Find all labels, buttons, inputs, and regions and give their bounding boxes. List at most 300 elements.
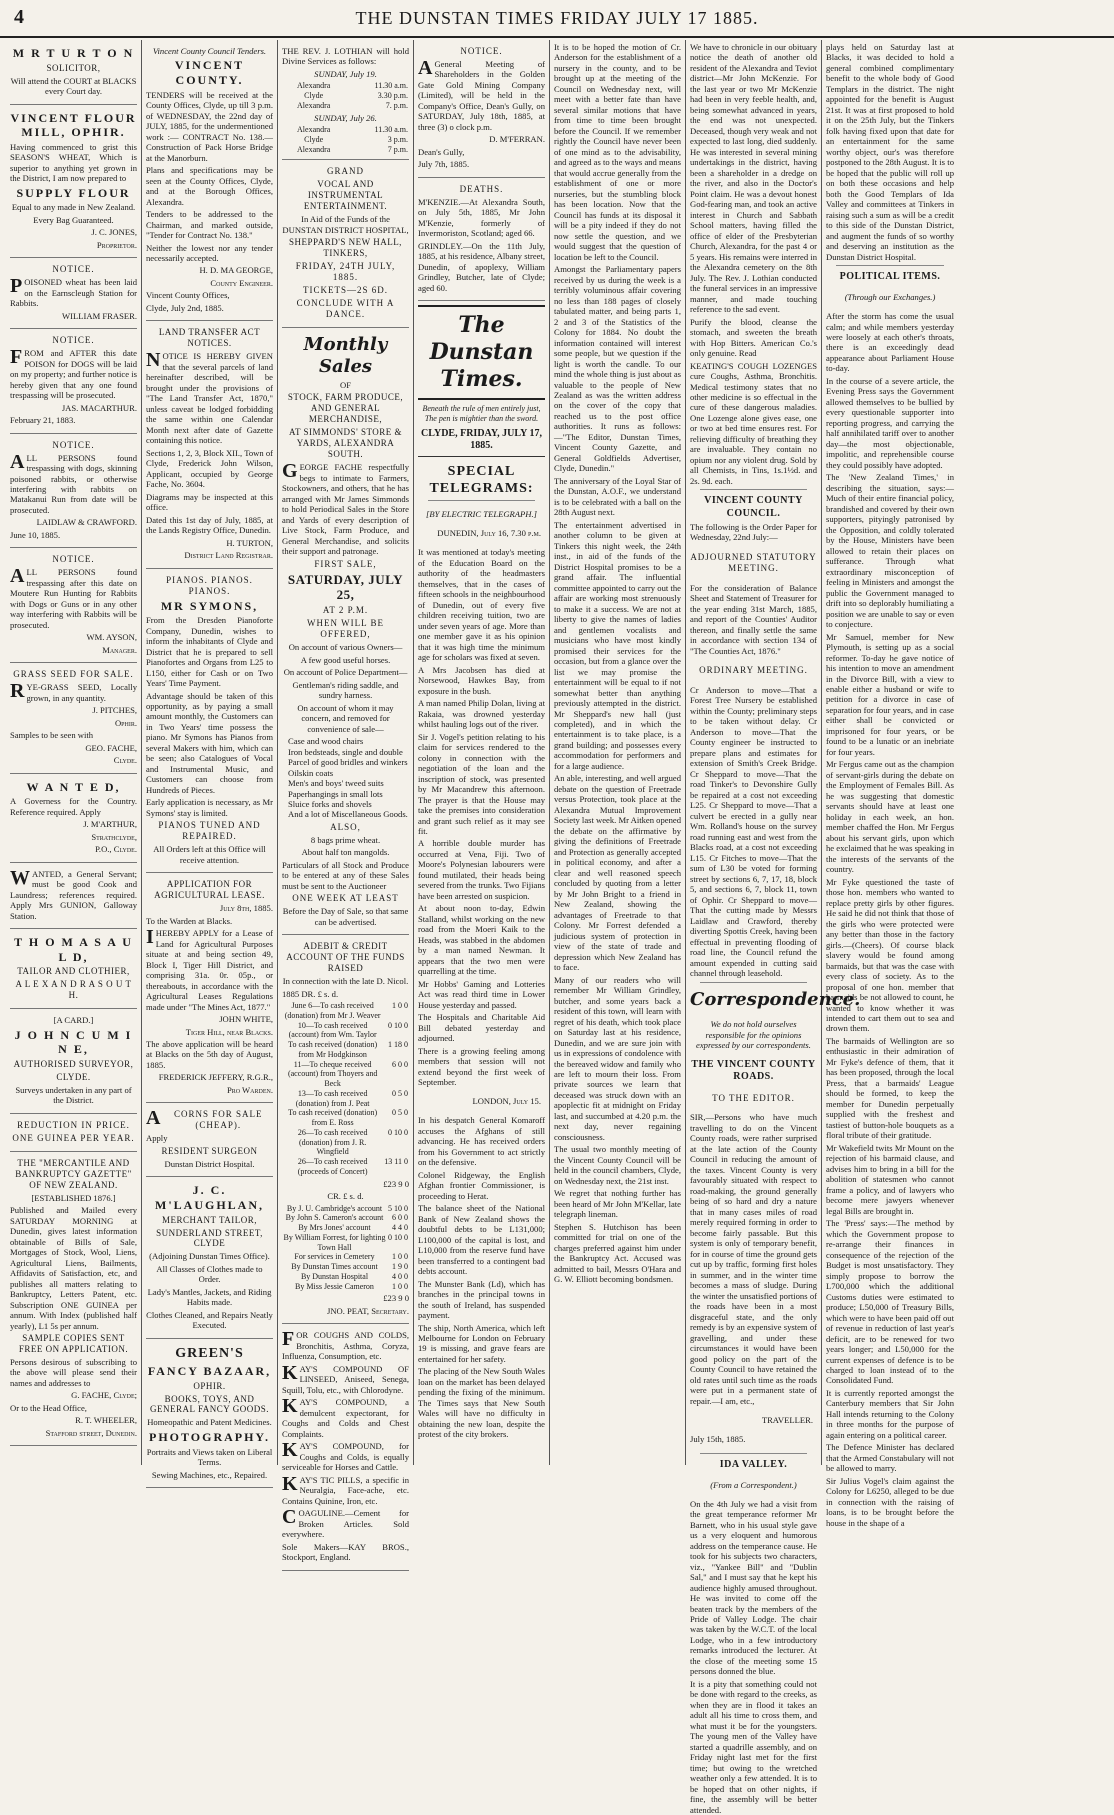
item: 13—To cash received (donation) from J. Peat [295,1088,370,1108]
notice-2-head: NOTICE. [52,335,95,346]
council-sig2: County Engineer. [210,277,273,288]
political-p7: The barmaids of Wellington are so enthusiastic in their admiration of Mr Fyke's defence of them, that it has been proposed, through the local Press, that a barmaids' League should be formed, to keep the member for Dunedin perpetually supplied with the freshest and tastiest of button-hole bouquets as a floral tribute of their gratitude. [826,1035,954,1141]
services-title: THE REV. J. LOTHIAN will hold Divine Services as follows: [282,46,409,67]
column-1 [6,40,142,1465]
column-3 [278,40,414,1563]
item: For services in Cemetery [294,1252,375,1262]
land-transfer-ad [146,321,273,568]
table-row [282,101,409,111]
amount: 6 0 0 [392,1059,408,1069]
grass-text2: Samples to be seen with [10,730,94,741]
table-row [282,1021,409,1041]
council-order-sub: ADJOURNED STATUTORY MEETING. [690,551,817,573]
place: Clyde [304,134,324,144]
acorns-sig2: Dunstan District Hospital. [164,1158,255,1169]
council-order-p2: For the consideration of Balance Sheet and Statement of Treasurer for the year ending 31st March, 1885, and report of the Counties' Auditor thereon, and finally settle the same in accordance with section 134 of "The Counties Act, 1876." [690,582,817,656]
mill-text2: Equal to any made in New Zealand. [11,202,136,213]
sales-title: STOCK, FARM PRODUCE, AND GENERAL MERCHANDISE, [287,392,404,425]
kays-text1: FOR COUGHS AND COLDS, Bronchitis, Asthma, Coryza, Influenza, Consumption, etc. [282,1328,409,1362]
deaths-notice [418,178,545,301]
services-day2: SUNDAY, July 26. [314,112,377,123]
item: June 6—To cash received (donation) from Mr J. Weaver [284,1001,381,1020]
notice-4-head: NOTICE. [52,554,95,565]
mill-text: Having commenced to grist this SEASON'S WHEAT, Which is superior to anything yet grown in the District, I am now prepared to [10,141,137,184]
table-row [282,1223,409,1233]
acorns-apply: Apply [146,1133,168,1144]
pianos-text4: All Orders left at this Office will receive attention. [153,844,266,865]
kays-text3: KAY'S COMPOUND, a demulcent expectorant, for Coughs and Colds and Chest Complaints. [282,1395,409,1439]
political-p2: In the course of a severe article, the Evening Press says the Government allowed themselves to be bullied by every questionable supporter into reporting progress, and carrying the half annihilated tariff over to another day—the most objectionable, impolitic, and reprehensible course they could possibly have adopted. [826,375,954,470]
table-row [282,1272,409,1282]
council-order-head: VINCENT COUNTY COUNCIL. [704,495,803,519]
account-cr-table [282,1204,409,1292]
land-text3: Diagrams may be inspected at this office. [146,491,273,513]
sales-lots-list [282,736,409,820]
mclaughlan-text4: Clothes Cleaned, and Repairs Neatly Executed. [146,1309,273,1331]
telegram-p15: The placing of the New South Wales loan on the market has been delayed pending the fixing of the minimum. The Times says that New South Wales will have no difficulty in obtaining the new loan, despite the protest of the city brokers. [418,1366,545,1440]
mclaughlan-text3: Lady's Mantles, Jackets, and Riding Habits made. [147,1286,272,1308]
table-row [282,1282,409,1292]
pianos-text3: Early application is necessary, as Mr Symons' stay is limited. [146,797,273,818]
political-p3: The 'New Zealand Times,' in describing the situation, says:—Much of their entire financial policy, brandished and covered by their own supporters, pityingly patronised by the Opposition, and coldly tolerated by the House, Ministers have been allowed to retain their places on sufferance. Through what extraordinary misconception of feeling in Ministers and amongst the public the Government managed to drift into so deplorably humiliating a position we are unable to say or even to conjecture. [826,472,954,630]
telegram-p14: The ship, North America, which left Melbourne for London on February 19 is missing, and grave fears are entertained for her safety. [418,1322,545,1364]
political-p10: It is currently reported amongst the Canterbury members that Sir John Hall intends returning to the Colony in three months for the purpose of again entering on a political career. [826,1387,954,1440]
table-row [282,1213,409,1223]
account-ad [282,935,409,1324]
notice-2-date: February 21, 1883. [10,415,76,426]
notice-1-head: NOTICE. [52,264,95,275]
greens-text4: Sewing Machines, etc., Repaired. [151,1469,268,1480]
concert-text: In Aid of the Funds of the DUNSTAN DISTRICT HOSPITAL, [282,214,409,235]
political-p9: The 'Press' says:—The method by which the Government propose to re-arrange their finances in consequence of the rejection of the Budget is most unsatisfactory. They simply propose to borrow the L700,000 which the additional Customs duties were estimated to produce; L50,000 of Treasury Bills, which were to have been paid off out of revenue in reduction of last year's deficit, are to be renewed for two years longer; and L50,000 for the current expenses of defence is to be charged to loan instead of to the Consolidated Fund. [826,1218,954,1386]
table-row [282,125,409,135]
land-text: NOTICE IS HEREBY GIVEN that the several parcels of land hereinafter described, will be brought under the provisions of "The Land Transfer Act, 1870," unless caveat be lodged forbidding the same within one Calendar Month next after date of Gazette containing this notice. [146,349,273,446]
article-p5: An able, interesting, and well argued debate on the question of Freetrade versus Protection, took place at the Alexandra Mutual Improvement Society last week. Mr Aitken opened the debate on the affirmative by giving the definitions of Freetrade and Protection as generally accepted in political economy, and after a clear and well reasoned speech concluded by quoting from a letter by Mr John Bright to a friend in New Zealand, showing the advantages of Freetrade to that Colony. Mr Forrest defended a judicious system of protection in view of the state of trade and depression which New Zealand has to face. [554,773,681,973]
kays-text2: KAY'S COMPOUND OF LINSEED, Aniseed, Senega, Squill, Tolu, etc., with Chlorodyne. [282,1361,409,1395]
place: Alexandra [297,81,331,91]
pianos-text2: Advantage should be taken of this opportunity, as by paying a small amount monthly, the Customers can in Two Years' time possess the piano. Mr Symons has Pianos from several Makers with him, which can be seen; also Catalogues of Vocal and Instrumental Music, and Customers can choose from Hundreds of Pieces. [146,690,273,795]
political-p11: The Defence Minister has declared that the Armed Constabulary will not be allowed to marry. [826,1442,954,1474]
telegram-p12: The balance sheet of the National Bank of New Zealand shows the doubtful debts to be L131,000; L100,000 of the capital is lost, and L10,000 from the reserve fund have been transferred to a contingent bad debts account. [418,1203,545,1277]
gazette-sample: SAMPLE COPIES SENT FREE ON APPLICATION. [18,1333,129,1354]
item: 11—To cheque received (account) from Thoyers and Beck [287,1059,378,1089]
reduction-text: ONE GUINEA PER YEAR. [12,1132,135,1143]
concert-title: VOCAL AND INSTRUMENTAL ENTERTAINMENT. [303,179,388,212]
telegrams-by: [BY ELECTRIC TELEGRAPH.] [425,509,537,520]
amount: 0 5 0 [392,1088,408,1098]
lease-sig: JOHN WHITE, [219,1014,273,1025]
notice-3-text: ALL PERSONS found trespassing with dogs, skinning poisoned rabbits, or otherwise interfering with rabbits on Matakanui Run from date will be prosecuted. [10,450,137,515]
notice-2-sig: JAS. MACARTHUR. [61,402,137,413]
list-item: Sluice forks and shovels [288,799,372,809]
auld-title: T H O M A S A U L D, [14,935,133,964]
political-p1: After the storm has come the usual calm; and while members yesterday were loosely at each other's throats, there is an exceedingly dead appearance about Parliament House to-day. [826,311,954,374]
auld-ad [10,929,137,1009]
mclaughlan-text2: All Classes of Clothes made to Order. [156,1263,263,1285]
concert-venue: SHEPPARD'S NEW HALL, TINKERS, [289,237,402,259]
mill-title: VINCENT FLOUR MILL, OPHIR. [10,110,137,140]
political-items-sub: (Through our Exchanges.) [844,291,936,302]
dateline: CLYDE, FRIDAY, JULY 17, 1885. [418,425,545,456]
table-row [282,1262,409,1272]
time: 7 p.m. [387,144,408,154]
gazette-text: Published and Mailed every SATURDAY MORNING at Dunedin, gives latest information obtainable of Bills of Sale, Mortgages of Stock, Wool, Liens, Agricultural Liens, Bailments, Affidavits of Satisfaction, etc, and publishes all matters relating to Bankruptcy, Letters Patent, etc. Subscription ONE GUINEA per annum. With Index (published half yearly), L1 5s per annum. [10,1205,137,1331]
item: By William Forrest, for lighting Town Hall [283,1232,386,1252]
concert-foot: CONCLUDE WITH A DANCE. [296,298,395,320]
table-row [282,1204,409,1214]
wanted-servant-ad [10,863,137,929]
notice-4-text: ALL PERSONS found trespassing after this date on Moutere Run Hunting for Rabbits with Dogs or Guns or in any other way interfering with Rabbits will be prosecuted. [10,565,137,630]
mclaughlan-text: (Adjoining Dunstan Times Office). [149,1251,270,1262]
mclaughlan-addr: SUNDERLAND STREET, CLYDE [156,1227,263,1249]
kays-ad [282,1324,409,1570]
gazette-ad [10,1152,137,1447]
telegrams-d1: DUNEDIN, July 16, 7.30 p.m. [437,528,541,539]
telegram-p2: A Mrs Jacobsen has died at Norsewood, Hawkes Bay, from exposure in the bush. [418,664,545,696]
telegram-p8: The Hospitals and Charitable Aid Bill debated yesterday and adjourned. [418,1012,545,1044]
divider [700,1453,807,1454]
lease-text2: The above application will be heard at Blacks on the 5th day of August, 1885. [146,1038,273,1070]
wanted-1-sig2: Strathclyde, [91,831,137,842]
item: 26—To cash received (donation) from J. R. Wingfield [297,1127,368,1157]
mill-sig: J. C. JONES, [91,227,137,238]
ida-valley-p1: On the 4th July we had a visit from the great temperance reformer Mr Barnett, who in his usual style gave us a very eloquent and humorous address on the temperance cause. He took for his subjects two characters, viz., "Yankee Bill" and "Dublin Sal," and I must say that he kept his audience highly amused throughout. He was invited to come off the beaten track by the members of the Pride of Valley Lodge. The chair was taken by the W.C.T. of the local Lodge, who in a few introductory remarks introduced the lecturer. At the close of the meeting some 15 persons donned the blue. [690,1498,817,1677]
article-p6: Many of our readers who will remember Mr William Grindley, butcher, and some years back a resident of this town, will learn with regret of his death, which took place on Saturday last at his residence, Dunedin, and we are sure join with us in expressions of condolence with the bereaved widow and family who are left to mourn their loss. From private sources we learn that deceased was struck down with an apoplectic fit at midnight on Friday last, and succumbed at 4.20 p.m. the next day, never regaining consciousness. [554,974,681,1142]
article-p2: Amongst the Parliamentary papers received by us during the week is a terribly voluminous affair covering no less than 188 pages of closely tabulated matter, and being parts 1, 2 and 3 of the Statistics of the Colony for 1884. No doubt the information contained will interest some people, but we question if the light is worth the candle. To our mind the whole thing is just about as valuable to the people of New Zealand as was the written address on the cover of the copy that reached us to the post office authorities. It runs as follows:—"The Editor, Dunstan Times, Vincent County Gazette, and General Goldfields Advertiser, Clyde, Dunedin." [554,264,681,474]
amount: 0 10 0 [388,1232,408,1242]
grass-sig: J. PITCHES, [92,705,137,716]
council-head: Vincent County Council Tenders. [152,46,267,56]
lease-ad [146,873,273,1103]
council-text2: Plans and specifications may be seen at the County Offices, Clyde, and at the Borough Offices, Alexandra. [146,165,273,207]
lease-sig4: Pro Warden. [226,1084,273,1095]
amount: 5 10 0 [388,1203,408,1213]
article-p3: KEATING'S COUGH LOZENGES cure Coughs, Asthma, Bronchitis. Medical testimony states that no other medicine is so effectual in the cure of these dangerous maladies. One Lozenge alone gives ease, one or two at bed time ensures rest. For relieving difficulty of breathing they are invaluable. They contain no opium nor any violent drug. Sold by all Chemists, in Tins, 1s.1½d. and 2s. 9d. each. [690,360,817,486]
telegram-p6: At about noon to-day, Edwin Stalland, whilst working on the new road from the Moeri Kaik to the Heads, was stabbed in the abdomen by a man named Newman. It appears that the two men were quarrelling at the time. [418,903,545,977]
article-p8: We regret that nothing further has been heard of Mr John M'Kellar, late telegraph lineman. [554,1188,681,1220]
table-row [282,1108,409,1128]
list-item: Parcel of good bridles and winkers [288,757,408,768]
cumine-text: Surveys undertaken in any part of the District. [15,1084,132,1106]
turton-text: Will attend the COURT at BLACKS every Court day. [10,75,137,97]
notice-3-date: June 10, 1885. [10,529,61,540]
time: 7. p.m. [385,100,408,110]
political-p12: Sir Julius Vogel's claim against the Colony for L6250, alleged to be due in connection with the raising of loans, is to be brought before the house in the shape of a [826,1475,954,1528]
grass-head: GRASS SEED FOR SALE. [13,669,134,680]
sales-venue: AT SIMMONDS' STORE & YARDS, ALEXANDRA SOUTH. [288,427,403,460]
article-p1: It is to be hoped the motion of Cr. Anderson for the establishment of a nursery in the county, and to be brought up at the meeting of the Council on Wednesday next, will meet with a better fate than have several similar motions that have from time to time been brought before the Council. If we remember rightly the Council have never been of one mind as to the advisability, and agreed as to the ways and means that would accrue generally from the establishment of one or more nurseries, but the stumbling block has been location. Now that the Council has funds at its disposal it will be a pity indeed if they do not now settle the question, and we would suggest that the question of location be left to the Council. [554,42,681,262]
sales-lot3: 8 bags prime wheat. [310,834,381,845]
table-row [282,135,409,145]
amount: 4 4 0 [392,1223,408,1233]
political-items-head: POLITICAL ITEMS. [839,271,941,283]
mining-head: NOTICE. [460,46,503,56]
account-title: ADEBIT & CREDIT ACCOUNT OF THE FUNDS RAISED [286,941,405,974]
services-day1: SUNDAY, July 19. [314,68,377,79]
item: By John S. Cameron's account [285,1213,384,1223]
land-text4: Dated this 1st day of July, 1885, at the Lands Registry Office, Dunedin. [146,514,273,536]
greens-place: OPHIR. [193,1380,226,1391]
place: Alexandra [297,100,331,110]
amount: 13 11 0 [384,1157,408,1167]
correspondence-note: We do not hold ourselves responsible for the opinions expressed by our correspondents. [696,1019,811,1051]
sales-text: GEORGE FACHE respectfully begs to intimate to Farmers, Stockowners, and others, that he has arranged with Mr James Simmonds to hold Periodical Sales in the Store and Yards of every description of Live Stock, Farm Produce, and General Merchandise, and solicits their support and patronage. [282,460,409,557]
council-foot: Vincent County Offices, [146,290,230,301]
correspondence-p1: SIR,—Persons who have much travelling to do on the Vincent County roads, were rather surprised at the late action of the County Council in reducing the amount of the taxes. Vincent County is very favourably situated with respect to road-making, the ground generally being of so hard and dry a nature that in many cases miles of road merely required forming in order to become fairly passable. But this system is only of temporary benefit, for in course of time the ground gets cut up by traffic, forming first holes in summer, and in the winter time becomes a mass of sludge. During the winter the unsatisfied portions of the roads have been in a most disgraceful state, and the only remedy is by an expensive system of gravelling, and under these circumstances it would have been good policy on the part of the County Council to have retained the old rates until such time as the roads were put in a permanent state of repair.—I am, etc., [690,1112,817,1406]
place: Alexandra [297,125,331,135]
item: To cash received (donation) from Mr Hodgkinson [288,1040,378,1059]
item: 26—To cash received (proceeds of Concert) [297,1157,368,1176]
notice-2-text: FROM and AFTER this date POISON for DOGS will be laid on my property; and further notice is hereby given that any one found trespassing will be prosecuted. [10,346,137,401]
concert-ad [282,160,409,328]
telegram-p11: Colonel Ridgeway, the English Afghan frontier Commissioner, is proceeding to Herat. [418,1169,545,1201]
lease-sig3: FREDERICK JEFFERY, R.G.R., [158,1072,273,1083]
turton-title: M R T U R T O N [12,46,135,60]
notice-1-text: POISONED wheat has been laid on the Earnscleugh Station for Rabbits. [10,275,137,309]
mining-sig: D. M'FERRAN. [489,134,545,145]
grass-sig2: Ophir. [114,717,137,728]
table-row [282,1157,409,1177]
cumine-title: J O H N C U M I N E, [14,1027,133,1057]
greens-photo: PHOTOGRAPHY. [148,1429,270,1444]
place: Alexandra [297,144,331,154]
motto-line-1: Beneath the rule of men entirely just, [422,403,541,413]
correspondence-head: Correspondence. [690,988,861,1010]
account-total-dr: £23 9 0 [383,1178,409,1189]
divider [428,500,535,501]
column-6 [686,40,861,1815]
notice-1-sig: WILLIAM FRASER. [62,310,137,321]
mill-text3: Every Bag Guaranteed. [33,214,114,225]
article-p7: The usual two monthly meeting of the Vincent County Council will be held in the council chambers, Clyde, on Wednesday next, the 21st inst. [554,1144,681,1186]
place: Clyde [304,91,324,101]
correspondence-date: July 15th, 1885. [690,1433,746,1444]
auld-sub: TAILOR AND CLOTHIER, [17,966,130,977]
notice-3-sig: LAIDLAW & CRAWFORD. [36,517,137,528]
time: 3 p.m. [387,134,408,144]
amount: 6 0 0 [392,1213,408,1223]
sales-lot4: About half ton mangolds. [301,847,390,858]
council-sig: H. D. MA GEORGE, [199,265,273,276]
ida-valley-from: (From a Correspondent.) [710,1479,797,1490]
sales-lot2: Gentleman's riding saddle, and sundry harness. [292,679,399,701]
council-tender-ad [146,40,273,321]
mill-supply: SUPPLY FLOUR [16,185,131,200]
account-head-cr: CR. £ s. d. [327,1191,364,1202]
grass-sig3: GEO. FACHE, [85,742,137,753]
mill-sig2: Proprietor. [96,239,137,250]
nameplate-title: The Dunstan Times. [429,312,534,392]
table-row [282,91,409,101]
lease-text: IHEREBY APPLY for a Lease of Land for Agricultural Purposes situate at and being section 49, Block I, Tiger Hill District, and comprising 31a. 0r. 05p., or thereabouts, in accordance with the Agricultural Leases Regulations made under "The Mines Act, 1877." [146,926,273,1012]
wanted-1-head: W A N T E D, [26,779,121,794]
account-sub: In connection with the late D. Nicol. [282,976,409,987]
telegram-p3: A man named Philip Dolan, living at Rakaia, was drowned yesterday whilst hauling logs out of the river. [418,698,545,730]
amount: 1 0 0 [392,1281,408,1291]
grass-text: RYE-GRASS SEED, Locally grown, in any quantity. [10,680,137,703]
sales-week: ONE WEEK AT LEAST [292,893,399,904]
table-row [282,145,409,155]
sales-text2: WHEN WILL BE OFFERED, [307,618,384,640]
land-head: LAND TRANSFER ACT NOTICES. [158,327,261,349]
notice-2 [10,329,137,433]
masthead-title: THE DUNSTAN TIMES FRIDAY JULY 17 1885. [355,7,759,28]
pianos-title: MR SYMONS, [160,598,259,613]
sales-text4: On account of Police Department— [283,667,408,678]
political-p6: Mr Fyke questioned the taste of those hon. members who wanted to replace pretty girls by other figures. He said he did not think that those of the girls who were protected were any better than those in the factory girls.—(Cheers). Of course black slavery would be found among barmaids, but that was the case with every class of society. As to the proposal of one hon. member that barmaids be not allowed to count, he wanted to know whether it was intended to cart them out to sea and drown them. [826,876,954,1034]
telegram-p9: There is a growing feeling among members that session will not extend beyond the first week of September. [418,1045,545,1088]
divider [700,982,807,983]
telegram-p1: It was mentioned at today's meeting of the Education Board on the authority of the headmasters themselves, that in the cases of fifteen schools in the neighbourhood of Dunedin, out of every five children receiving tuition, two are under seven years of age. More than one member gave it as his opinion that it was high time the minimum age for scholars was fixed at seven. [418,547,545,663]
masthead [0,0,1114,38]
acorns-text: ACORNS FOR SALE (CHEAP). [146,1107,263,1131]
wanted-1-sig: J. M'ARTHUR, [83,819,137,830]
greens-sub: FANCY BAZAAR, [147,1363,272,1378]
mclaughlan-sub: MERCHANT TAILOR, [162,1214,257,1225]
mclaughlan-title: J. C. M'LAUGHLAN, [155,1183,264,1212]
amount: 1 18 0 [388,1040,408,1050]
services-table-2 [282,125,409,154]
table-row [282,1060,409,1089]
account-total-cr: £23 9 0 [383,1293,409,1304]
amount: 1 0 0 [392,1252,408,1262]
mill-ad [10,105,137,259]
column-2 [142,40,278,1480]
concert-date: FRIDAY, 24TH JULY, 1885. [295,261,396,283]
amount: 4 0 0 [392,1271,408,1281]
table-row [282,81,409,91]
mclaughlan-ad [146,1177,273,1339]
gazette-title: THE "MERCANTILE AND BANKRUPTCY GAZETTE" OF NEW ZEALAND. [15,1157,132,1190]
telegram-p13: The Munster Bank (Ld), which has branches in the principal towns in the south of Ireland, has suspended payment. [418,1278,545,1321]
table-row [282,1001,409,1021]
correspondence-to: TO THE EDITOR. [712,1092,795,1103]
item: By Dunstan Times account [291,1262,378,1272]
lease-head: APPLICATION FOR AGRICULTURAL LEASE. [154,879,265,901]
gazette-text2: Persons desirous of subscribing to the above will please send their names and addresses to [10,1356,137,1388]
nameplate [418,305,545,399]
kays-text6: COAGULINE.—Cement for Broken Articles. Sold everywhere. [282,1506,409,1540]
turton-ad [10,40,137,105]
auld-sub2: A L E X A N D R A S O U T H. [15,979,132,1001]
cumine-place: CLYDE. [56,1071,91,1082]
list-item: Paperhangings in small lots [288,788,383,799]
table-row [282,1252,409,1262]
kays-text4: KAY'S COMPOUND, for Coughs and Colds, is equally serviceable for Horses and Cattle. [282,1439,409,1473]
amount: 1 0 0 [392,1001,408,1011]
amount: 1 9 0 [392,1262,408,1272]
list-item: Case and wood chairs [288,736,364,747]
greens-text: BOOKS, TOYS, AND GENERAL FANCY GOODS. [150,1393,269,1415]
council-foot2: Clyde, July 2nd, 1885. [146,302,224,313]
telegram-p10: In his despatch General Komaroff accuses the Afghans of still advancing. He has received orders from his Government to act strictly on the defensive. [418,1115,545,1168]
item: By J. U. Cambridge's account [286,1203,383,1213]
sales-lot1: A few good useful horses. [300,654,391,665]
council-text3: Tenders to be addressed to the Chairman, and marked outside, "Tender for Contract No. 138." [146,209,273,241]
council-order-sub2: ORDINARY MEETING. [699,665,808,676]
pianos-ad [146,569,273,874]
notice-1 [10,258,137,329]
divider [700,489,807,490]
land-text2: Sections 1, 2, 3, Block XII., Town of Clyde, Frederick John Wilson, Applicant, occupied by George Fache, No. 3604. [146,447,273,490]
mining-notice [418,40,545,178]
column-7 [822,40,958,1528]
gazette-sig: G. FACHE, Clyde; [71,1390,137,1401]
greens-text3: Portraits and Views taken on Liberal Terms. [146,1446,273,1468]
gazette-sig3: Stafford street, Dunedin. [45,1427,137,1438]
amount: 0 10 0 [388,1020,408,1030]
reduction-head: REDUCTION IN PRICE. [17,1119,130,1130]
column-4 [414,40,550,1465]
turton-sub: SOLICITOR, [46,62,101,73]
services-ad [282,40,409,160]
notice-3 [10,434,137,549]
pianos-head: PIANOS. PIANOS. PIANOS. [166,574,253,596]
gazette-sig2: R. T. WHEELER, [75,1415,137,1426]
council-text: TENDERS will be received at the County Offices, Clyde, up till 3 p.m. of WEDNESDAY, the 22nd day of JULY, 1885, for the undermentioned work :— CONTRACT No. 138.—Construction of Pack Horse Bridge at the Manorburn. [146,89,273,163]
council-order-p1: The following is the Order Paper for Wednesday, 22nd July:— [690,521,817,543]
article-p3: The anniversary of the Loyal Star of the Dunstan, A.O.F., we understand is to be celebrated with a ball on the 28th August next. [554,475,681,518]
greens-text2: Homeopathic and Patent Medicines. [147,1417,272,1428]
mining-text: AGeneral Meeting of Shareholders in the Golden Gate Gold Mining Company (Limited), will be held in the Company's Office, Dean's Gully, on SATURDAY, July 18th, 1885, at three (3) o clock p.m. [418,56,545,132]
gazette-text3: Or to the Head Office, [10,1402,87,1413]
column-5 [550,40,686,1465]
cumine-ad [10,1009,137,1114]
list-item: Oilskin coats [288,767,334,778]
item: By Miss Jessie Cameron [295,1281,374,1291]
sales-time: AT 2 P.M. [322,605,369,616]
sales-date: SATURDAY, JULY 25, [287,571,404,603]
sales-head: Monthly Sales [303,334,388,378]
sales-text5: On account of whom it may concern, and removed for convenience of sale— [297,702,394,734]
deaths-text1: M'KENZIE.—At Alexandra South, on July 5th, 1885, Mr John M'Kenzie, formerly of Invermoriston, Scotland; aged 66. [418,196,545,239]
item: 10—To cash received (account) from Wm. Taylor [288,1020,377,1040]
wanted-1-sig3: P.O., Clyde. [95,844,137,855]
motto-line-2: The pen is mightier than the sword. [424,414,539,424]
notice-3-head: NOTICE. [52,439,95,450]
sales-text7: Before the Day of Sale, so that same can be advertised. [282,906,409,927]
time: 3.30 p.m. [377,91,408,101]
concert-tickets: TICKETS—2S 6D. [302,285,388,296]
land-sig2: District Land Registrar. [184,550,273,561]
list-item: Iron bedsteads, single and double [288,746,403,757]
political-p5: Mr Fergus came out as the champion of servant-girls during the debate on the Employment of Females Bill. As he was suggesting that domestic servants should have at least one holiday in each week, an hon. member chaffed the Hon. Mr Fergus about his servant girls, upon which he exclaimed that he was speaking in the interests of the servants of the country. [826,759,954,875]
ida-valley-head: IDA VALLEY. [719,1458,788,1470]
cumine-sub: AUTHORISED SURVEYOR, [13,1058,134,1069]
acorns-ad [146,1103,273,1177]
telegram-p5: A horrible double murder has occurred at Vena, Fiji. Two of Moore's Polynesian labourers were found mutilated, their heads being severed from the trunks. Two Fijians have been arrested on suspicion. [418,838,545,901]
article-p1: We have to chronicle in our obituary notice the death of another old resident of the Alexandra and Teviot district—Mr John McKenzie. For the last year or two Mr McKenzie had been in very feeble health, and, being somewhat advanced in years, the end was not unexpected. Deceased, though very weak and not expected to last long, died suddenly. He was interested in several mining undertakings in the district, having been a shareholder in a dredge on the river, and also in the Doctor's Point claim. He was a devout honest God-fearing man, and took an active interest in Church and Sabbath School matters, having filled the office of elder of the Presbyterian Church, Alexandra, for the past 4 or 5 years. His remains were interred in the Alexandra cemetery on the 8th July. The Rev. J. Lothian conducted the funeral services in an impressive manner, and made touching reference to the sad event. [690,42,817,315]
kays-text5: KAY'S TIC PILLS, a specific in Neuralgia, Face-ache, etc. Contains Quinine, Iron, etc. [282,1472,409,1506]
grass-sig4: Clyde. [113,755,137,766]
telegram-p4: Sir J. Vogel's petition relating to his claim for services rendered to the colony in connection with the negotiation of the loan and the inscription of stock, was presented by Mr Macandrew this afternoon. The prayer is that the House may take the premises into consideration and grant such relief as it may see fit. [418,731,545,836]
item: By Dunstan Hospital [300,1271,369,1281]
ida-valley-p2: It is a pity that something could not be done with regard to the creeks, as when they are in flood it takes an adult all his time to cross them, and what must it be for the youngsters. The young men of the Valley have started a quadrille assembly, and on Friday night last met for the first time; but owing to the wretched weather only a few attended. It is to be hoped that on other nights, if fine, the assembly will be better attended. [690,1678,817,1815]
grass-seed-ad [10,663,137,773]
acorns-sig: RESIDENT SURGEON [161,1145,258,1156]
notice-4 [10,548,137,663]
item: To cash received (donation) from E. Ross [288,1108,378,1128]
account-sig: JNO. PEAT, Secretary. [326,1305,409,1316]
council-order-p3: Cr Anderson to move—That a Forest Tree Nursery be established within the County; preliminary steps to be taken without delay. Cr Anderson to move—That the County engineer be instructed to prepare plans and estimates for extension of Smith's Creek Bridge. Cr Sheppard to move—That the road Tinker's to Devonshire Gully be repaired at a cost not exceeding L25. Cr Sheppard to move—That a culvert be erected in a gully near Wm. Rolland's house on the survey road running east and west from the Blacks road, at a cost not exceeding L15. Cr Fitches to move—That the sum of L30 be voted for forming street by sections 6, 7, 17, 18, block 5, and sections 6, 7, block 11, town of Ophir. Cr Sheppard to move—That the cutting made by Messrs Laidlaw and Crawford, thereby diverting Spottis Creek, having been effectual in preventing flooding of road line, the Council refund the amount expended in cutting said channel through leasehold. [690,684,817,979]
pianos-text: From the Dresden Pianoforte Company, Dunedin, wishes to inform the inhabitants of Clyde and District that he is prepared to sell Pianofortes and Organs from L25 to L150, either for Cash or on Two Years' Time Payment. [146,615,273,689]
telegrams-d2: LONDON, July 15. [472,1096,541,1107]
notice-4-sig2: Manager. [102,644,137,655]
political-p8: Mr Wakefield twits Mr Mount on the rejection of his barmaid clause, and advises him to bring in a bill for the abolition of statesmen who cannot frame a policy, and of lawyers who become mere jawyers whenever legal Bills are brought in. [826,1142,954,1216]
table-row [282,1128,409,1157]
divider [836,265,944,266]
table-row [282,1233,409,1253]
